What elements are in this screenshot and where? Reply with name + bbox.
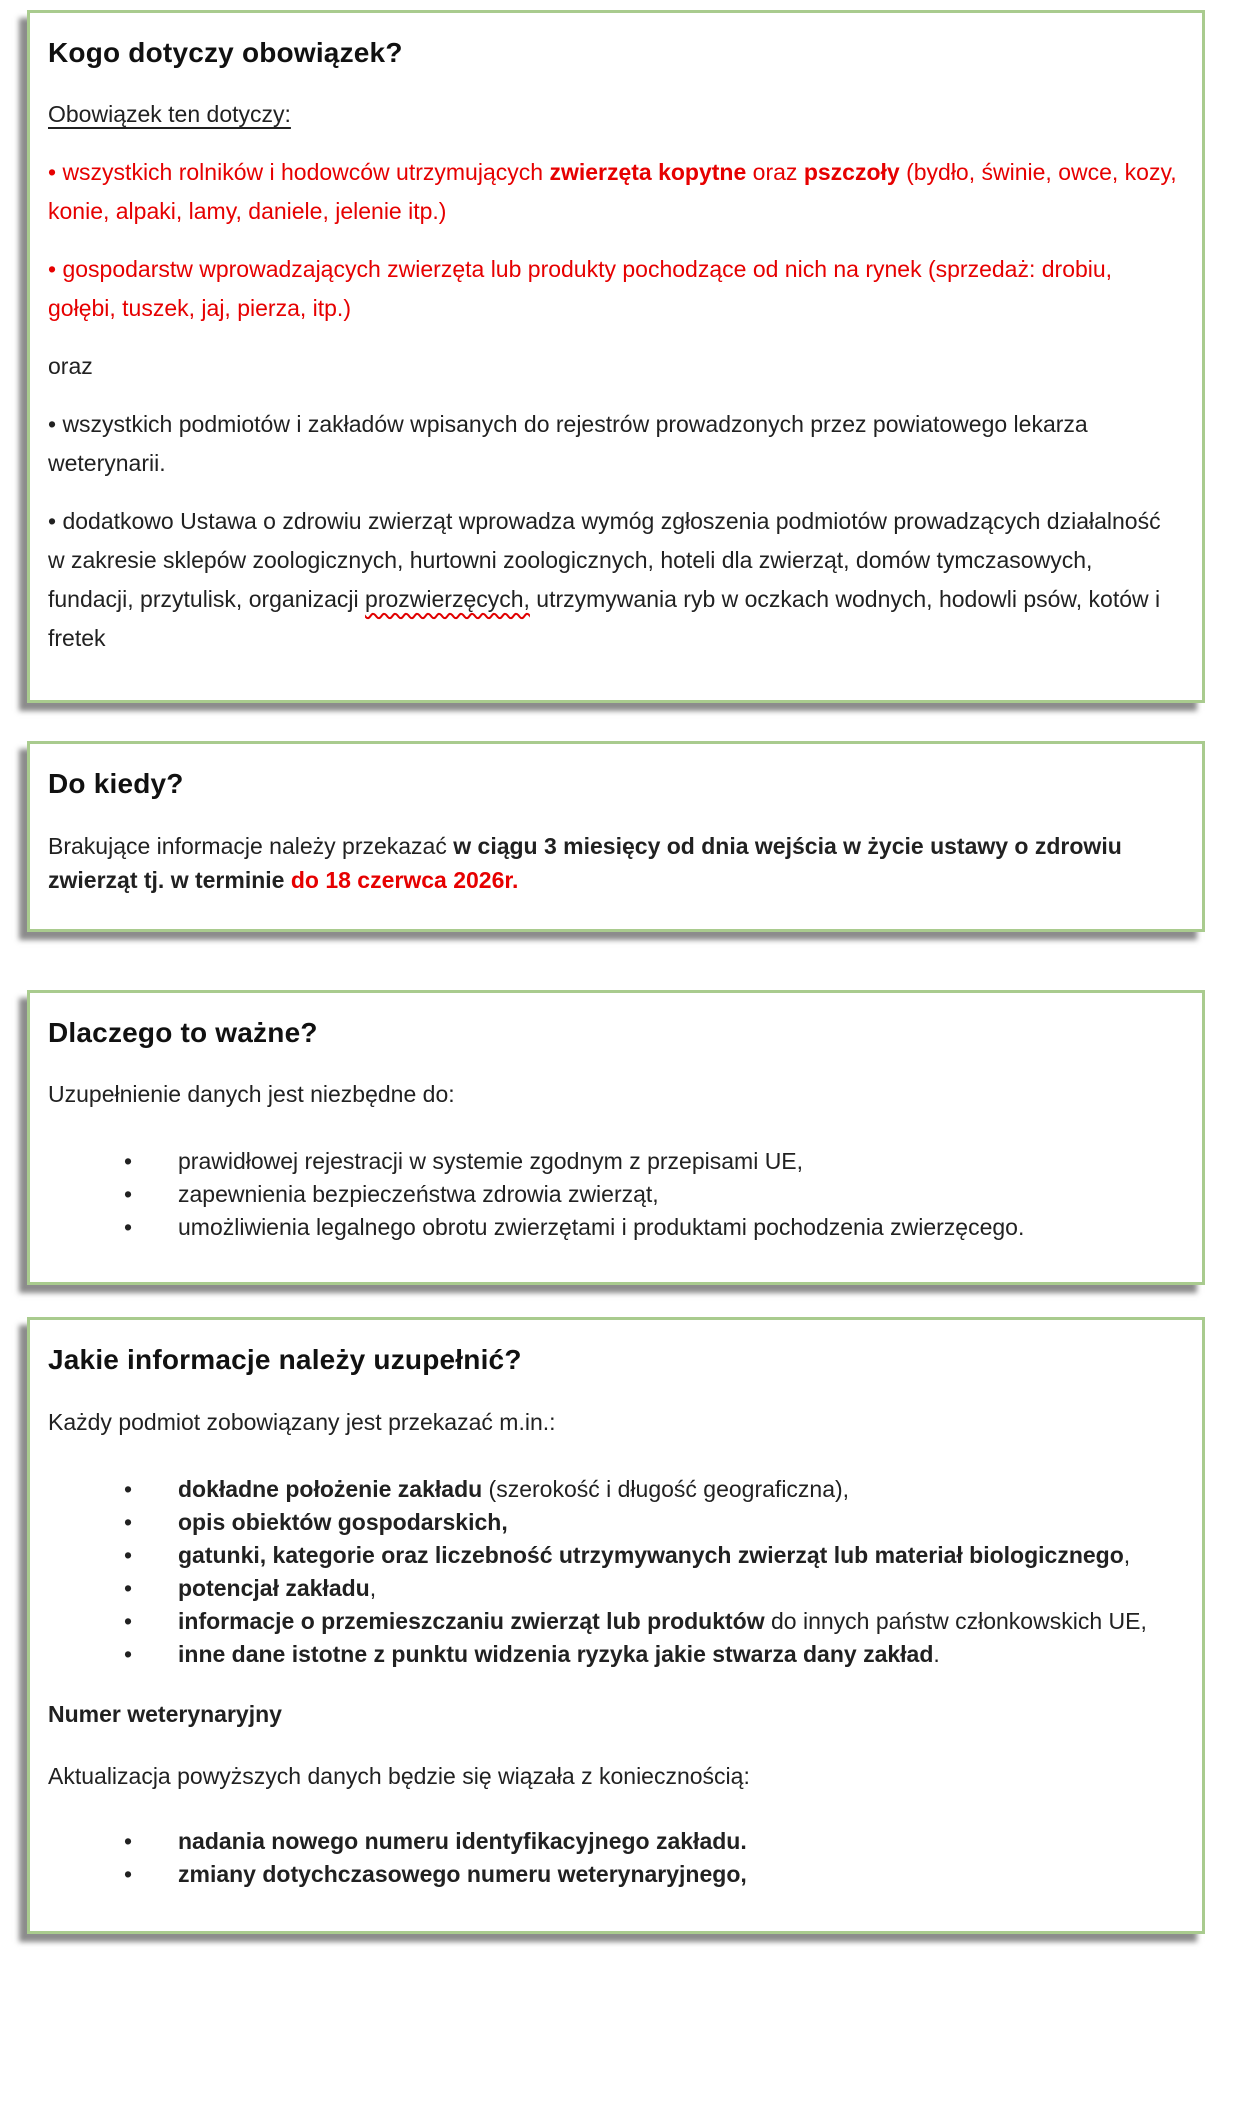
- info-list: [48, 1473, 1182, 1671]
- who-intro: [48, 95, 1182, 134]
- why-list-item-trade: • umożliwienia legalnego obrotu zwierzętami i produktami pochodzenia zwierzęcego.: [48, 1211, 1182, 1244]
- why-intro: Uzupełnienie danych jest niezbędne do:: [48, 1081, 455, 1108]
- vet-number-list: [48, 1825, 1182, 1891]
- who-bullet-farmers-bold1: zwierzęta kopytne: [549, 159, 747, 186]
- info-list-item-movement: [48, 1605, 1182, 1638]
- who-box-title: Kogo dotyczy obowiązek?: [48, 37, 403, 68]
- why-list: [48, 1145, 1182, 1244]
- who-intro-text: Obowiązek ten dotyczy:: [48, 101, 291, 128]
- who-bullet-additional-run2: utrzymywania ryb w oczkach wodnych, hodowli psów, kotów i fretek: [48, 586, 1161, 652]
- deadline-box: [27, 741, 1205, 931]
- who-bullet-farmers-run2: oraz: [746, 159, 804, 186]
- deadline-bold-run: w ciągu 3 miesięcy od dnia wejścia w życie ustawy o zdrowiu zwierząt tj. w terminie: [48, 832, 1122, 893]
- who-box: [27, 10, 1205, 703]
- info-list-item-species: [48, 1539, 1182, 1572]
- deadline-box-title: Do kiedy?: [48, 768, 184, 800]
- why-list-item-safety: • zapewnienia bezpieczeństwa zdrowia zwierząt,: [48, 1178, 1182, 1211]
- info-list-item-capacity-bold: potencjał zakładu: [178, 1574, 370, 1601]
- deadline-paragraph: [48, 829, 1182, 897]
- who-bullet-additional-misspelled-word: prozwierzęcych,: [365, 586, 530, 613]
- info-list-item-species-rest: ,: [1123, 1541, 1131, 1568]
- why-box-title: Dlaczego to ważne?: [48, 1016, 318, 1048]
- info-list-item-risk-rest: .: [933, 1640, 940, 1667]
- vet-number-paragraph: Aktualizacja powyższych danych będzie się wiązała z koniecznością:: [48, 1762, 750, 1789]
- deadline-run1: Brakujące informacje należy przekazać: [48, 832, 454, 859]
- info-list-item-risk: [48, 1638, 1182, 1671]
- who-bullet-market: • gospodarstw wprowadzających zwierzęta lub produkty pochodzące od nich na rynek (sprzedaż: drobiu, gołębi, tuszek, jaj, pierza, itp.): [48, 256, 1113, 322]
- why-box: [27, 990, 1205, 1285]
- who-bullet-farmers-bold2: pszczoły: [803, 159, 900, 186]
- vet-number-list-item-new-id-bold: nadania nowego numeru identyfikacyjnego zakładu.: [178, 1827, 747, 1854]
- why-list-item-registration: • prawidłowej rejestracji w systemie zgodnym z przepisami UE,: [48, 1145, 1182, 1178]
- info-list-item-location: [48, 1473, 1182, 1506]
- info-list-item-species-bold: gatunki, kategorie oraz liczebność utrzymywanych zwierząt lub materiał biologicznego: [178, 1541, 1124, 1568]
- info-list-item-facilities: [48, 1506, 1182, 1539]
- info-list-item-capacity: [48, 1572, 1182, 1605]
- who-connector: oraz: [48, 353, 93, 380]
- info-list-item-risk-bold: inne dane istotne z punktu widzenia ryzyka jakie stwarza dany zakład: [178, 1640, 934, 1667]
- info-box: [27, 1317, 1205, 1933]
- info-list-item-location-rest: (szerokość i długość geograficzna),: [482, 1475, 850, 1502]
- vet-number-list-item-change: [48, 1858, 1182, 1891]
- who-bullet-additional-run1: • dodatkowo Ustawa o zdrowiu zwierząt wprowadza wymóg zgłoszenia podmiotów prowadzących działalność w zakresie sklepów zoologicznych, hurtowni zoologicznych, hoteli dla zwierząt, domów tymczasowych, fundacji, przytulisk, organizacji: [48, 508, 1161, 613]
- deadline-date: do 18 czerwca 2026r.: [290, 866, 519, 893]
- info-list-item-facilities-bold: opis obiektów gospodarskich,: [178, 1508, 508, 1535]
- info-list-item-movement-rest: do innych państw członkowskich UE,: [764, 1607, 1147, 1634]
- info-list-item-movement-bold: informacje o przemieszczaniu zwierząt lub produktów: [178, 1607, 765, 1634]
- vet-number-subheading: Numer weterynaryjny: [48, 1700, 282, 1727]
- who-bullet-farmers-run1: • wszystkich rolników i hodowców utrzymujących: [48, 159, 550, 186]
- who-bullet-farmers-run3: (bydło, świnie, owce, kozy, konie, alpaki, lamy, daniele, jelenie itp.): [48, 159, 1177, 225]
- vet-number-list-item-new-id: [48, 1825, 1182, 1858]
- info-box-title: Jakie informacje należy uzupełnić?: [48, 1344, 522, 1376]
- who-bullet-farmers: [48, 153, 1182, 231]
- vet-number-list-item-change-bold: zmiany dotychczasowego numeru weterynaryjnego,: [178, 1860, 747, 1887]
- info-list-item-capacity-rest: ,: [369, 1574, 377, 1601]
- who-bullet-registered-entities: • wszystkich podmiotów i zakładów wpisanych do rejestrów prowadzonych przez powiatowego lekarza weterynarii.: [48, 411, 1088, 477]
- who-bullet-additional: [48, 502, 1182, 658]
- info-list-item-location-bold: dokładne położenie zakładu: [178, 1475, 483, 1502]
- info-intro: Każdy podmiot zobowiązany jest przekazać m.in.:: [48, 1408, 556, 1435]
